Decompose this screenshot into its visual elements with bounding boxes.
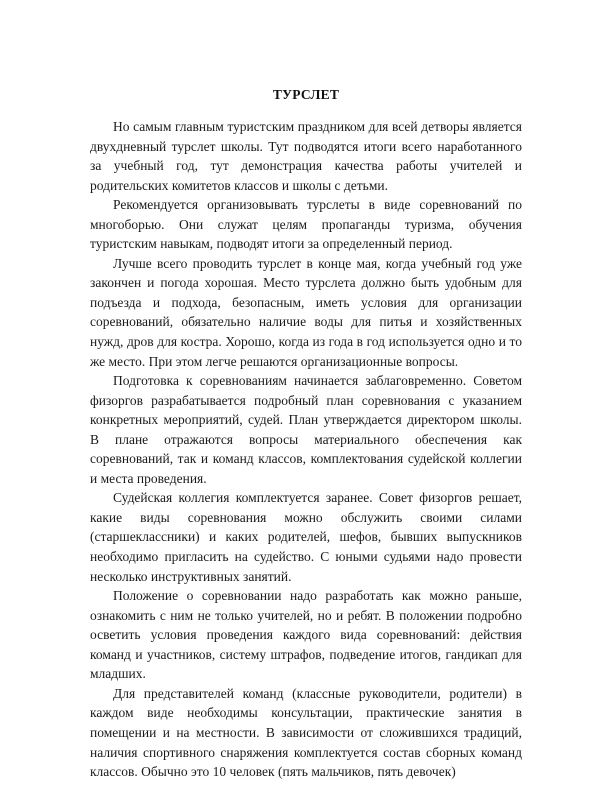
page-title: ТУРСЛЕТ (272, 87, 340, 102)
paragraph-6: Положение о соревновании надо разработать как можно раньше, ознакомить с ним не только учителей, но и ребят. В положении подробно осветить условия проведения каждого вида соревнований: действия команд и участников, систему штрафов, подведение итогов, гандикап для младших. (90, 588, 522, 682)
paragraph-7: Для представителей команд (классные руководители, родители) в каждом виде необходимы консультации, практические занятия в помещении и на местности. В зависимости от сложившихся традиций, наличия спортивного снаряжения комплектуется состав сборных команд классов. Обычно это 10 человек (пять мальчиков, пять девочек) (90, 685, 522, 780)
paragraph-4: Подготовка к соревнованиям начинается заблаговременно. Советом физоргов разрабатывается подробный план соревнования с указанием конкретных мероприятий, судей. План утверждается директором школы. В плане отражаются вопросы материального обеспечения как соревнований, так и команд классов, комплектования судейской коллегии и места проведения. (90, 373, 522, 486)
paragraph-5: Судейская коллегия комплектуется заранее. Совет физоргов решает, какие виды соревнования можно обслужить своими силами (старшеклассники) и каких родителей, шефов, бывших выпускников необходимо пригласить на судейство. С юными судьями надо провести несколько инструктивных занятий. (90, 490, 522, 584)
paragraph-3: Лучше всего проводить турслет в конце мая, когда учебный год уже закончен и погода хорошая. Место турслета должно быть удобным для подъезда и подхода, безопасным, иметь условия для организации соревнований, обязательно наличие воды для питья и хозяйственных нужд, дров для костра. Хорошо, когда из года в год используется одно и то же место. При этом легче решаются организационные вопросы. (90, 255, 522, 369)
paragraph-1: Но самым главным туристским праздником для всей детворы является двухдневный турслет школы. Тут подводятся итоги всего наработанного за учебный год, тут демонстрация качества работы учителей и родительских комитетов классов и школы с детьми. (90, 119, 522, 193)
paragraph-2: Рекомендуется организовывать турслеты в виде соревнований по многоборью. Они служат целям пропаганды туризма, обучения туристским навыкам, подводят итоги за определенный период. (90, 197, 522, 252)
document-body (90, 117, 522, 782)
